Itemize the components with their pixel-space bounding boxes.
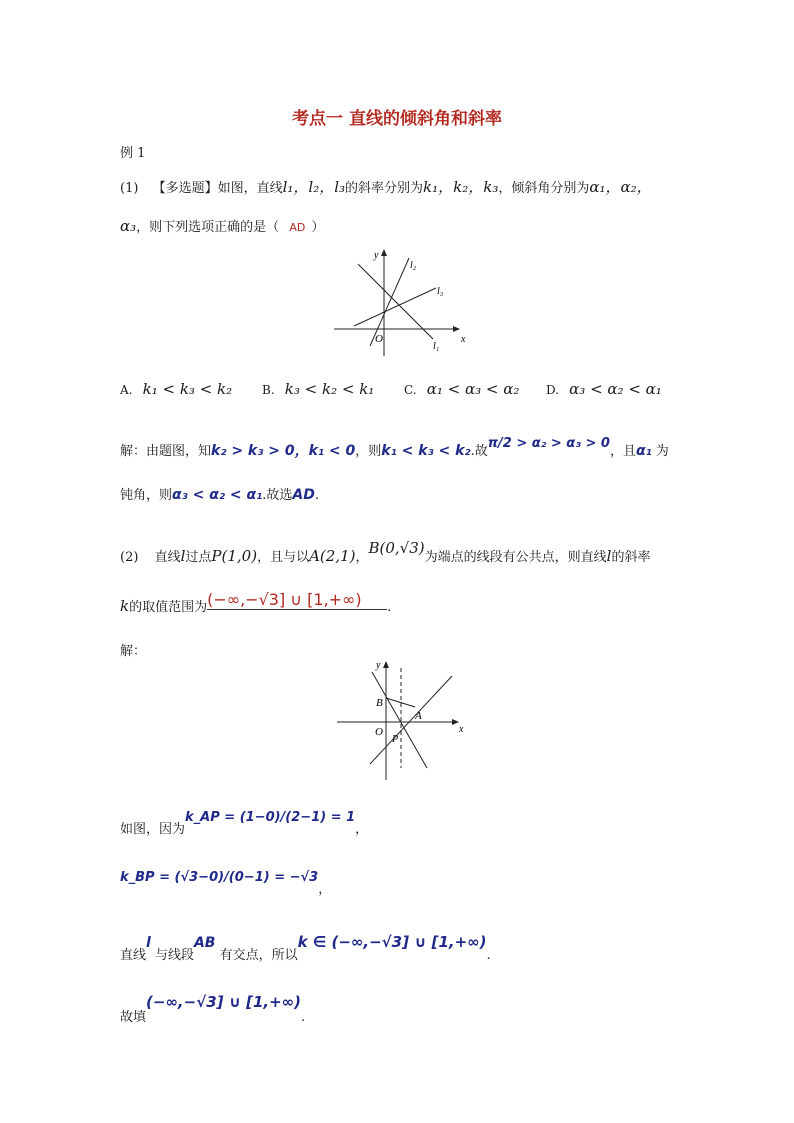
q1-sol-mid3: ，且 <box>609 444 636 459</box>
q1-sol-mid1: ，则 <box>355 444 382 459</box>
q2-s3-b: 与线段 <box>150 948 194 963</box>
q1-sol-mid2: .故 <box>470 444 488 459</box>
q2-s3-end: . <box>486 948 491 963</box>
x-axis-arrow <box>453 326 460 332</box>
l1-label: l₁ <box>433 341 440 352</box>
option-b-expr: k₃ < k₂ < k₁ <box>284 380 375 398</box>
q2-s3-ab: AB <box>193 935 216 951</box>
q1-sol-e2: k₁ < k₃ < k₂ <box>381 443 471 459</box>
x-label: x <box>459 724 464 735</box>
x-axis-arrow <box>452 719 459 725</box>
l3-label: l₃ <box>437 286 444 297</box>
y-label: y <box>376 660 381 671</box>
q2-step3 <box>120 932 491 963</box>
option-d-label: D. <box>546 383 560 397</box>
q1-line1 <box>120 176 652 197</box>
q2-line2 <box>120 590 392 616</box>
q1-text-e: ） <box>311 220 325 235</box>
q1-answer: AD <box>289 221 306 234</box>
a-label: A <box>415 710 422 722</box>
option-a-expr: k₁ < k₃ < k₂ <box>142 380 233 398</box>
q1-lines: l₁，l₂，l₃ <box>282 178 346 196</box>
q1-sol-e3: π/2 > α₂ > α₃ > 0 <box>487 436 610 451</box>
q1-sol-line2-c: . <box>314 488 319 503</box>
q2-s3-expr: k ∈ (−∞,−√3] ∪ [1,+∞) <box>297 933 487 951</box>
q2-end: . <box>387 600 392 615</box>
q1-sol-prefix: 解：由题图，知 <box>120 444 212 459</box>
q2-solution-label: 解： <box>120 644 147 659</box>
option-d-expr: α₃ < α₂ < α₁ <box>569 380 662 398</box>
q1-sol-line2-b: .故选 <box>262 488 293 503</box>
q2-text-b: 过点 <box>185 550 212 565</box>
example-label: 例 1 <box>120 146 146 161</box>
q2-step4 <box>120 992 306 1025</box>
option-b-label: B. <box>262 383 275 397</box>
q2-s1-expr: k_AP = (1−0)/(2−1) = 1 <box>185 810 356 825</box>
l2-label: l₂ <box>410 260 417 271</box>
page-title: 考点一 直线的倾斜角和斜率 <box>292 109 502 129</box>
option-a <box>120 380 232 398</box>
option-b <box>262 380 374 398</box>
option-a-label: A. <box>120 383 133 397</box>
q1-tag: 【多选题】 <box>152 181 218 196</box>
q2-comma: ， <box>355 550 369 565</box>
y-label: y <box>374 250 379 261</box>
option-d <box>546 380 662 398</box>
q2-s3-c: 有交点，所以 <box>215 948 298 963</box>
q1-text-d: ，则下列选项正确的是（ <box>136 220 280 235</box>
q2-number: (2) <box>120 550 139 565</box>
q2-s3-a: 直线 <box>120 948 147 963</box>
q1-sol-mid4: 为 <box>655 444 669 459</box>
q2-text-c: ，且与以 <box>257 550 310 565</box>
q2-text-f: 的取值范围为 <box>129 600 208 615</box>
q2-s2-end: ， <box>318 882 332 897</box>
line-l3 <box>354 288 436 326</box>
q1-alpha3: α₃ <box>120 217 137 235</box>
q1-solution-line2 <box>120 484 319 503</box>
q1-number: (1) <box>120 181 139 196</box>
q2-s4-expr: (−∞,−√3] ∪ [1,+∞) <box>146 993 302 1011</box>
q2-s4-a: 故填 <box>120 1010 147 1025</box>
q1-line2 <box>120 216 324 235</box>
q2-figure <box>335 656 465 782</box>
origin-label: O <box>375 333 383 345</box>
q2-s1-end: ， <box>355 822 369 837</box>
q1-sol-e5: α₃ < α₂ < α₁ <box>172 487 263 503</box>
option-c <box>404 380 519 398</box>
q2-s4-end: . <box>301 1010 306 1025</box>
q1-sol-e6: AD <box>292 487 315 503</box>
q1-angles: α₁，α₂， <box>589 178 652 196</box>
origin-label: O <box>375 726 383 738</box>
q2-k: k <box>120 597 130 615</box>
q2-answer-blank <box>207 590 387 610</box>
q2-s1-prefix: 如图，因为 <box>120 822 186 837</box>
q1-sol-e4: α₁ <box>635 443 652 459</box>
q2-point-p: P(1,0) <box>211 547 258 565</box>
q2-text-e: 的斜率 <box>611 550 651 565</box>
line-l1 <box>358 264 433 339</box>
q1-text-b: 的斜率分别为 <box>345 181 424 196</box>
x-label: x <box>461 334 466 345</box>
option-c-expr: α₁ < α₃ < α₂ <box>426 380 520 398</box>
q2-l: l <box>180 547 186 565</box>
q2-text-a: 直线 <box>154 550 181 565</box>
q1-sol-e1: k₂ > k₃ > 0，k₁ < 0 <box>211 443 356 459</box>
q2-s2-expr: k_BP = (√3−0)/(0−1) = −√3 <box>120 870 319 885</box>
q2-step2 <box>120 866 332 897</box>
q1-slopes: k₁，k₂，k₃ <box>423 178 499 196</box>
q2-text-d: 为端点的线段有公共点，则直线 <box>424 550 607 565</box>
y-axis-arrow <box>383 661 389 668</box>
q1-text-a: 如图，直线 <box>217 181 283 196</box>
option-c-label: C. <box>404 383 417 397</box>
q2-step1 <box>120 806 369 837</box>
q2-point-a: A(2,1) <box>309 547 356 565</box>
q1-solution-line1 <box>120 436 669 460</box>
y-axis-arrow <box>381 249 387 256</box>
q2-l2: l <box>606 547 612 565</box>
q2-answer: (−∞,−√3] ∪ [1,+∞) <box>207 590 362 609</box>
q2-line1 <box>120 539 651 565</box>
q1-text-c: ，倾斜角分别为 <box>498 181 590 196</box>
p-label: P <box>392 734 399 745</box>
q2-s3-l: l <box>146 935 151 951</box>
q1-figure <box>330 244 465 356</box>
q2-point-b: B(0,√3) <box>368 539 425 557</box>
b-label: B <box>376 697 383 709</box>
q1-sol-line2-a: 钝角，则 <box>120 488 173 503</box>
